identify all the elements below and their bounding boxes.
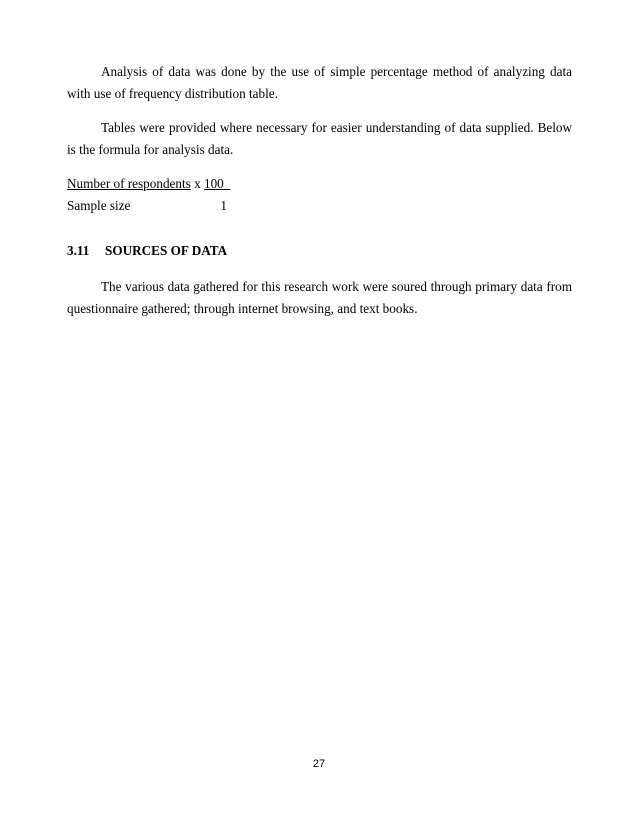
formula-times: x — [194, 176, 201, 191]
paragraph-tables-text: Tables were provided where necessary for easier understanding of data supplied. Below is the formula for analysis data. — [67, 120, 572, 157]
paragraph-analysis-text: Analysis of data was done by the use of simple percentage method of analyzing data with use of frequency distribution table. — [67, 64, 572, 101]
section-title: SOURCES OF DATA — [105, 243, 228, 258]
paragraph-sources-text: The various data gathered for this research work were soured through primary data from questionnaire gathered; through internet browsing, and text books. — [67, 279, 572, 316]
section-number: 3.11 — [67, 243, 90, 258]
formula-denominator-label: Sample size — [67, 198, 131, 213]
section-heading — [67, 240, 227, 262]
paragraph-analysis — [67, 61, 572, 105]
formula-numerator-value: 100 — [203, 176, 224, 191]
formula-numerator-line — [67, 173, 230, 195]
paragraph-tables — [67, 117, 572, 161]
paragraph-sources — [67, 276, 572, 320]
page-number: 27 — [312, 758, 326, 770]
formula-denominator-value: 1 — [220, 198, 227, 213]
formula-denominator-line — [67, 195, 227, 217]
formula-numerator-label: Number of respondents — [67, 176, 191, 191]
